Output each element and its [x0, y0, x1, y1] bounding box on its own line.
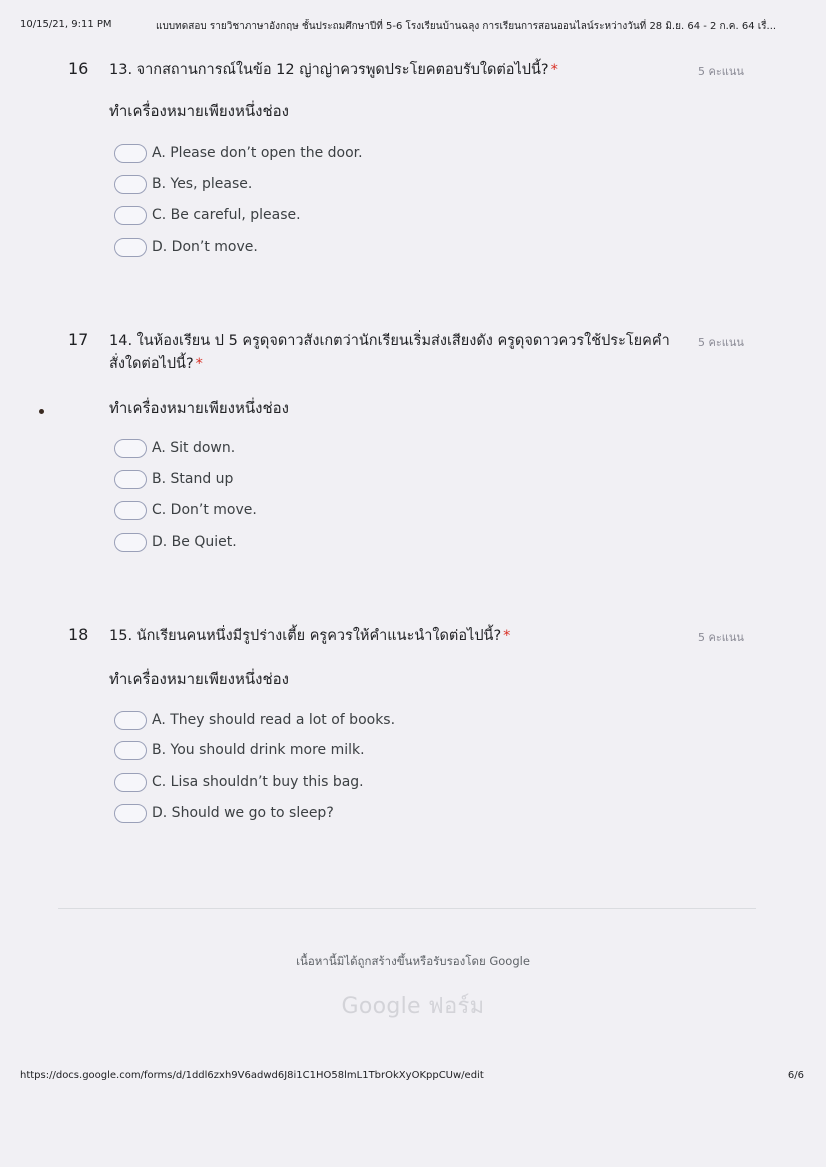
option-label: D. Be Quiet.: [152, 534, 237, 550]
radio-button[interactable]: [114, 741, 147, 760]
option-label: B. Yes, please.: [152, 176, 253, 192]
radio-button[interactable]: [114, 206, 147, 225]
print-header: [20, 19, 810, 33]
radio-option[interactable]: [114, 772, 364, 792]
radio-button[interactable]: [114, 439, 147, 458]
question-instruction: ทำเครื่องหมายเพียงหนึ่งช่อง: [109, 670, 289, 688]
required-asterisk: *: [550, 62, 558, 78]
option-label: C. Be careful, please.: [152, 207, 301, 223]
radio-button[interactable]: [114, 711, 147, 730]
question-number: 17: [68, 330, 89, 349]
option-label: B. You should drink more milk.: [152, 742, 365, 758]
radio-option[interactable]: [114, 710, 395, 730]
radio-option[interactable]: [114, 469, 233, 489]
option-label: D. Don’t move.: [152, 239, 258, 255]
radio-option[interactable]: [114, 500, 257, 520]
question-instruction: ทำเครื่องหมายเพียงหนึ่งช่อง: [109, 399, 289, 417]
print-url: https://docs.google.com/forms/d/1ddl6zxh9V6adwd6J8i1C1HO58lmL1TbrOkXyOKppCUw/edit: [20, 1070, 484, 1081]
option-label: A. Sit down.: [152, 440, 236, 456]
option-label: C. Don’t move.: [152, 502, 257, 518]
option-label: D. Should we go to sleep?: [152, 805, 334, 821]
radio-button[interactable]: [114, 773, 147, 792]
print-datetime: 10/15/21, 9:11 PM: [20, 19, 112, 30]
print-document-title: แบบทดสอบ รายวิชาภาษาอังกฤษ ชั้นประถมศึกษาปีที่ 5-6 โรงเรียนบ้านฉลุง การเรียนการสอนออนไลน์ระหว่างวันที่ 28 มิ.ย. 64 - 2 ก.ค. 64 เรื่...: [156, 21, 777, 32]
option-label: C. Lisa shouldn’t buy this bag.: [152, 774, 364, 790]
radio-option[interactable]: [114, 205, 301, 225]
radio-option[interactable]: [114, 740, 365, 760]
radio-button[interactable]: [114, 804, 147, 823]
question-instruction: ทำเครื่องหมายเพียงหนึ่งช่อง: [109, 102, 289, 120]
radio-button[interactable]: [114, 533, 147, 552]
option-label: A. Please don’t open the door.: [152, 145, 363, 161]
radio-option[interactable]: [114, 438, 235, 458]
google-forms-logo[interactable]: Google ฟอร์ม: [341, 994, 485, 1019]
google-disclaimer: เนื้อหานี้มิได้ถูกสร้างขึ้นหรือรับรองโดย Google: [296, 954, 530, 968]
radio-button[interactable]: [114, 238, 147, 257]
radio-option[interactable]: [114, 174, 252, 194]
question-text: [109, 59, 684, 82]
radio-option[interactable]: [114, 532, 237, 552]
radio-option[interactable]: [114, 237, 258, 257]
question-text-body: 13. จากสถานการณ์ในข้อ 12 ญ่าญ่าควรพูดประโยคตอบรับใดต่อไปนี้?: [109, 62, 549, 78]
required-asterisk: *: [195, 356, 203, 372]
radio-option[interactable]: [114, 803, 334, 823]
print-footer: [20, 1070, 804, 1084]
option-label: B. Stand up: [152, 471, 234, 487]
question-points: 5 คะแนน: [698, 65, 744, 78]
question-number: 16: [68, 59, 89, 78]
question-number: 18: [68, 625, 89, 644]
question-text: [109, 330, 684, 376]
scan-speck: [39, 409, 44, 414]
question-text: [109, 625, 684, 648]
required-asterisk: *: [503, 628, 511, 644]
radio-button[interactable]: [114, 175, 147, 194]
question-text-body: 15. นักเรียนคนหนึ่งมีรูปร่างเตี้ย ครูควรให้คำแนะนำใดต่อไปนี้?: [109, 628, 502, 644]
footer-divider: [58, 908, 756, 909]
question-points: 5 คะแนน: [698, 631, 744, 644]
question-points: 5 คะแนน: [698, 336, 744, 349]
radio-button[interactable]: [114, 501, 147, 520]
radio-button[interactable]: [114, 470, 147, 489]
radio-option[interactable]: [114, 143, 363, 163]
question-text-body: 14. ในห้องเรียน ป 5 ครูดุจดาวสังเกตว่านักเรียนเริ่มส่งเสียงดัง ครูดุจดาวควรใช้ประโยคคำสั่งใดต่อไปนี้?: [109, 333, 670, 372]
page-number: 6/6: [787, 1070, 804, 1081]
option-label: A. They should read a lot of books.: [152, 712, 396, 728]
radio-button[interactable]: [114, 144, 147, 163]
